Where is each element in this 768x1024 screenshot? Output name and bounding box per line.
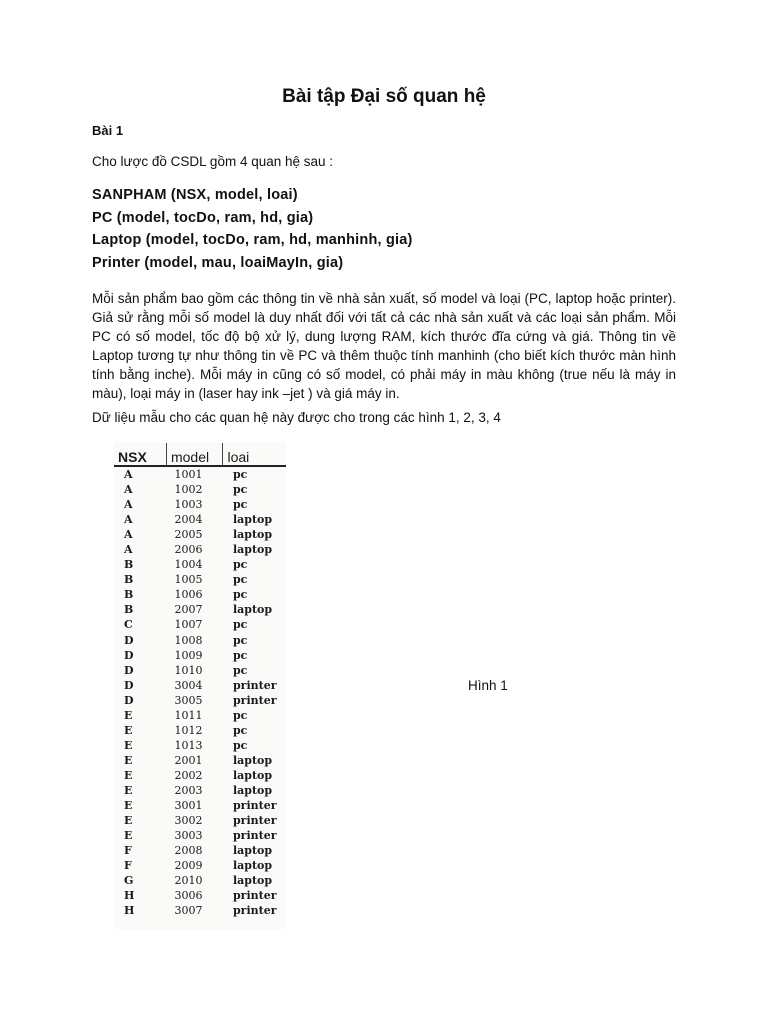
cell-nsx: E — [124, 723, 133, 737]
cell-loai: pc — [232, 708, 248, 722]
schema-pc: PC (model, tocDo, ram, hd, gia) — [92, 209, 314, 226]
cell-nsx: F — [124, 859, 132, 873]
cell-nsx: C — [124, 618, 133, 632]
cell-loai: pc — [232, 663, 248, 677]
cell-model: 2007 — [174, 603, 203, 617]
cell-model: 1007 — [174, 618, 203, 632]
cell-nsx: B — [124, 558, 134, 572]
cell-loai: pc — [232, 648, 248, 662]
table-row — [114, 557, 286, 572]
table-row — [114, 678, 286, 693]
cell-loai: printer — [232, 693, 277, 707]
cell-nsx: E — [124, 753, 133, 767]
table-header-row — [114, 443, 286, 466]
cell-model: 1010 — [174, 663, 203, 677]
cell-loai: printer — [232, 904, 277, 918]
cell-nsx: F — [124, 844, 132, 858]
cell-model: 2005 — [174, 528, 203, 542]
cell-loai: pc — [232, 558, 248, 572]
cell-loai: pc — [232, 573, 248, 587]
cell-nsx: E — [124, 814, 133, 828]
table-row — [114, 663, 286, 678]
column-header-model: model — [166, 443, 223, 466]
schema-list — [92, 184, 413, 274]
cell-loai: laptop — [232, 768, 273, 782]
table-row — [114, 783, 286, 798]
cell-model: 2009 — [174, 859, 203, 873]
cell-nsx: E — [124, 768, 133, 782]
cell-model: 2010 — [174, 874, 203, 888]
cell-nsx: H — [124, 889, 135, 903]
cell-nsx: D — [124, 693, 134, 707]
cell-model: 1012 — [174, 723, 203, 737]
table-row — [114, 738, 286, 753]
cell-nsx: D — [124, 678, 134, 692]
cell-nsx: A — [124, 513, 133, 527]
cell-loai: laptop — [232, 528, 273, 542]
table-row — [114, 527, 286, 542]
table-row — [114, 843, 286, 858]
sanpham-table — [114, 443, 286, 918]
cell-loai: pc — [232, 633, 248, 647]
document-title: Bài tập Đại số quan hệ — [282, 86, 486, 107]
cell-model: 3001 — [174, 799, 203, 813]
table-row — [114, 768, 286, 783]
cell-model: 1003 — [174, 498, 203, 512]
table-row — [114, 633, 286, 648]
cell-loai: laptop — [232, 874, 273, 888]
cell-loai: laptop — [232, 753, 273, 767]
table-row — [114, 858, 286, 873]
cell-model: 1001 — [174, 468, 203, 482]
cell-loai: laptop — [232, 844, 273, 858]
table-row — [114, 903, 286, 918]
table-row — [114, 587, 286, 602]
column-header-loai: loai — [223, 443, 286, 466]
cell-model: 3007 — [174, 904, 203, 918]
cell-nsx: A — [124, 483, 133, 497]
cell-loai: printer — [232, 814, 277, 828]
cell-model: 1009 — [174, 648, 203, 662]
cell-model: 1005 — [174, 573, 203, 587]
cell-nsx: B — [124, 588, 134, 602]
cell-loai: printer — [232, 829, 277, 843]
cell-model: 2002 — [174, 768, 203, 782]
cell-model: 2003 — [174, 784, 203, 797]
cell-loai: pc — [232, 738, 248, 752]
table-row — [114, 798, 286, 813]
cell-model: 3004 — [174, 678, 203, 692]
cell-model: 1002 — [174, 483, 203, 497]
cell-model: 1004 — [174, 558, 203, 572]
cell-nsx: A — [124, 498, 133, 512]
cell-loai: pc — [232, 723, 248, 737]
column-header-nsx: NSX — [114, 443, 166, 466]
table-row — [114, 873, 286, 888]
cell-loai: pc — [232, 468, 248, 482]
table-row — [114, 723, 286, 738]
cell-nsx: E — [124, 799, 133, 813]
intro-text: Cho lược đồ CSDL gồm 4 quan hệ sau : — [92, 154, 334, 169]
table-body — [114, 466, 286, 918]
cell-nsx: B — [124, 573, 134, 587]
cell-model: 3005 — [174, 693, 203, 707]
description-paragraph: Mỗi sản phẩm bao gồm các thông tin về nhà sản xuất, số model và loại (PC, laptop hoặc printer). Giả sử rằng mỗi số model là duy nhất đối với tất cả các nhà sản xuất và các loại sản phẩm. Mỗi PC có số model, tốc độ bộ xử lý, dung lượng RAM, kích thước đĩa cứng và giá. Thông tin về Laptop tương tự như thông tin về PC và thêm thuộc tính manhinh (cho biết kích thước màn hình tính bằng inche). Mỗi máy in cũng có số model, có phải máy in màu không (true nếu là máy in màu), loại máy in (laser hay ink –jet ) và giá máy in. — [92, 291, 676, 401]
cell-model: 1011 — [174, 708, 203, 722]
table-row — [114, 813, 286, 828]
table-row — [114, 512, 286, 527]
cell-nsx: D — [124, 648, 134, 662]
cell-nsx: E — [124, 708, 133, 722]
cell-model: 2008 — [174, 844, 203, 858]
figure-1-table-image — [114, 443, 286, 929]
cell-nsx: A — [124, 528, 133, 542]
cell-model: 1008 — [174, 633, 203, 647]
cell-loai: laptop — [232, 859, 273, 873]
cell-model: 1006 — [174, 588, 203, 602]
cell-model: 1013 — [174, 738, 203, 752]
table-row — [114, 693, 286, 708]
cell-loai: printer — [232, 889, 277, 903]
table-row — [114, 602, 286, 617]
cell-loai: pc — [232, 498, 248, 512]
table-row — [114, 617, 286, 632]
cell-loai: laptop — [232, 513, 273, 527]
cell-model: 3002 — [174, 814, 203, 828]
figure-caption: Hình 1 — [468, 678, 508, 693]
table-row — [114, 753, 286, 768]
schema-laptop: Laptop (model, tocDo, ram, hd, manhinh, gia) — [92, 232, 413, 248]
cell-loai: pc — [232, 618, 248, 632]
table-row — [114, 466, 286, 482]
table-row — [114, 542, 286, 557]
cell-nsx: D — [124, 633, 134, 647]
cell-nsx: A — [124, 543, 133, 557]
schema-printer: Printer (model, mau, loaiMayIn, gia) — [92, 254, 344, 271]
cell-model: 2001 — [174, 753, 203, 767]
table-row — [114, 828, 286, 843]
sample-data-note: Dữ liệu mẫu cho các quan hệ này được cho trong các hình 1, 2, 3, 4 — [92, 410, 501, 425]
cell-nsx: A — [124, 468, 133, 482]
table-row — [114, 482, 286, 497]
cell-model: 3003 — [174, 829, 203, 843]
table-row — [114, 572, 286, 587]
cell-model: 2006 — [174, 543, 203, 557]
cell-nsx: D — [124, 663, 134, 677]
cell-nsx: H — [124, 904, 135, 918]
table-row — [114, 497, 286, 512]
table-row — [114, 708, 286, 723]
cell-nsx: E — [124, 738, 133, 752]
cell-loai: printer — [232, 799, 277, 813]
cell-nsx: B — [124, 603, 134, 617]
cell-model: 2004 — [174, 513, 203, 527]
cell-model: 3006 — [174, 889, 203, 903]
cell-loai: laptop — [232, 603, 273, 617]
schema-sanpham: SANPHAM (NSX, model, loai) — [92, 187, 298, 203]
cell-loai: laptop — [232, 543, 273, 557]
cell-loai: pc — [232, 483, 248, 497]
table-row — [114, 888, 286, 903]
cell-nsx: G — [124, 874, 134, 888]
section-heading: Bài 1 — [92, 123, 124, 138]
cell-loai: pc — [232, 588, 248, 602]
cell-loai: laptop — [232, 784, 273, 797]
cell-nsx: E — [124, 829, 133, 843]
cell-loai: printer — [232, 678, 277, 692]
cell-nsx: E — [124, 784, 133, 797]
table-row — [114, 648, 286, 663]
